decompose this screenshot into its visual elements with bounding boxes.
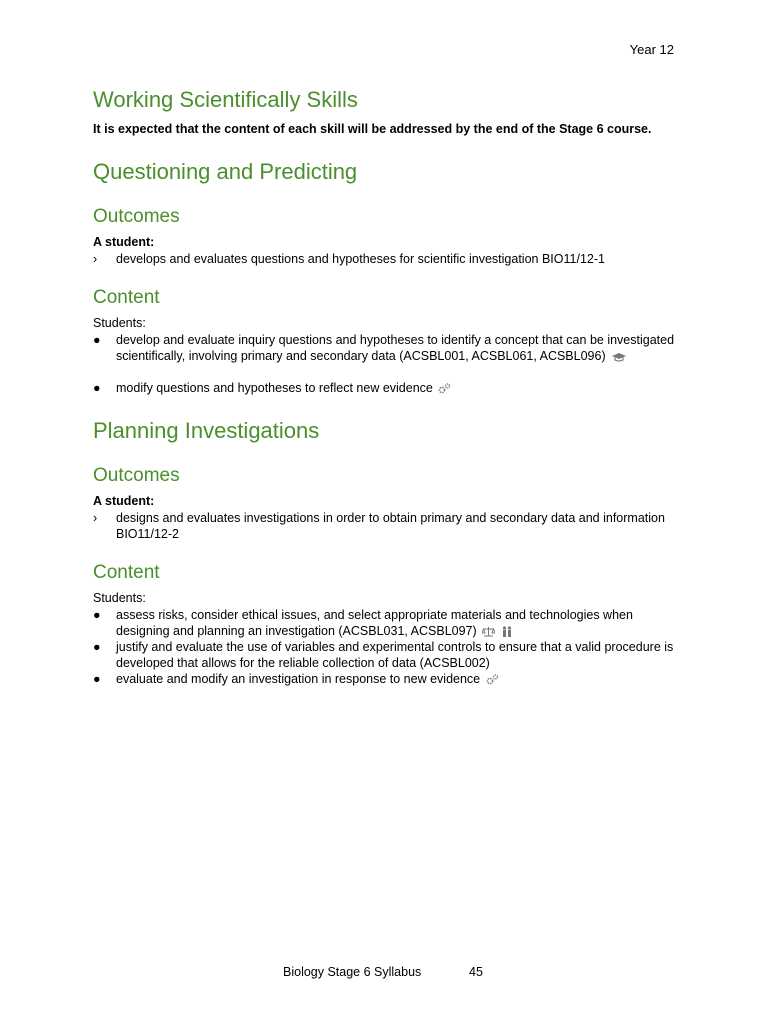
intro-text: It is expected that the content of each skill will be addressed by the end of the Stage 6 course. — [93, 122, 652, 136]
bullet-marker: ● — [93, 608, 101, 622]
student-label: A student: — [93, 494, 155, 508]
content-text: modify questions and hypotheses to reflect new evidence — [116, 381, 433, 395]
content-text: justify and evaluate the use of variables and experimental controls to ensure that a valid procedure is developed that allows for the reliable collection of data (ACSBL002) — [116, 640, 674, 670]
outcome-item — [93, 510, 676, 542]
bullet-marker: ● — [93, 333, 101, 347]
section-title-questioning: Questioning and Predicting — [93, 159, 358, 184]
content-item — [93, 671, 676, 690]
content-item — [93, 607, 676, 642]
outcome-text: designs and evaluates investigations in order to obtain primary and secondary data and information BIO11/12-2 — [116, 511, 665, 541]
footer-title: Biology Stage 6 Syllabus — [283, 965, 422, 979]
bullet-marker: ● — [93, 672, 101, 686]
outcome-text: develops and evaluates questions and hypotheses for scientific investigation BIO11/12-1 — [116, 252, 605, 266]
outcomes-heading: Outcomes — [93, 465, 180, 486]
outcome-marker: › — [93, 252, 98, 266]
content-item — [93, 380, 676, 399]
content-text: evaluate and modify an investigation in response to new evidence — [116, 672, 481, 686]
bullet-marker: ● — [93, 381, 101, 395]
content-text: develop and evaluate inquiry questions and hypotheses to identify a concept that can be investigated scientifically, involving primary and secondary data (ACSBL001, ACSBL061, ACSBL096) — [116, 333, 675, 363]
students-label: Students: — [93, 591, 146, 605]
section-title-planning: Planning Investigations — [93, 418, 320, 443]
outcome-item — [93, 251, 676, 267]
content-item — [93, 332, 676, 367]
content-item — [93, 639, 676, 671]
header-year: Year 12 — [629, 42, 674, 57]
page-number: 45 — [469, 965, 483, 979]
bullet-marker: ● — [93, 640, 101, 654]
outcomes-heading: Outcomes — [93, 206, 180, 227]
content-heading: Content — [93, 287, 160, 308]
section-title-working-scientifically: Working Scientifically Skills — [93, 87, 358, 112]
content-heading: Content — [93, 562, 160, 583]
graduation-cap-icon — [611, 351, 627, 367]
student-label: A student: — [93, 235, 155, 249]
outcome-marker: › — [93, 511, 98, 525]
content-text: assess risks, consider ethical issues, and select appropriate materials and technologies when designing and planning an investigation (ACSBL031, ACSBL097) — [116, 608, 633, 638]
students-label: Students: — [93, 316, 146, 330]
gears-icon — [438, 383, 451, 399]
gears-icon — [486, 674, 499, 690]
